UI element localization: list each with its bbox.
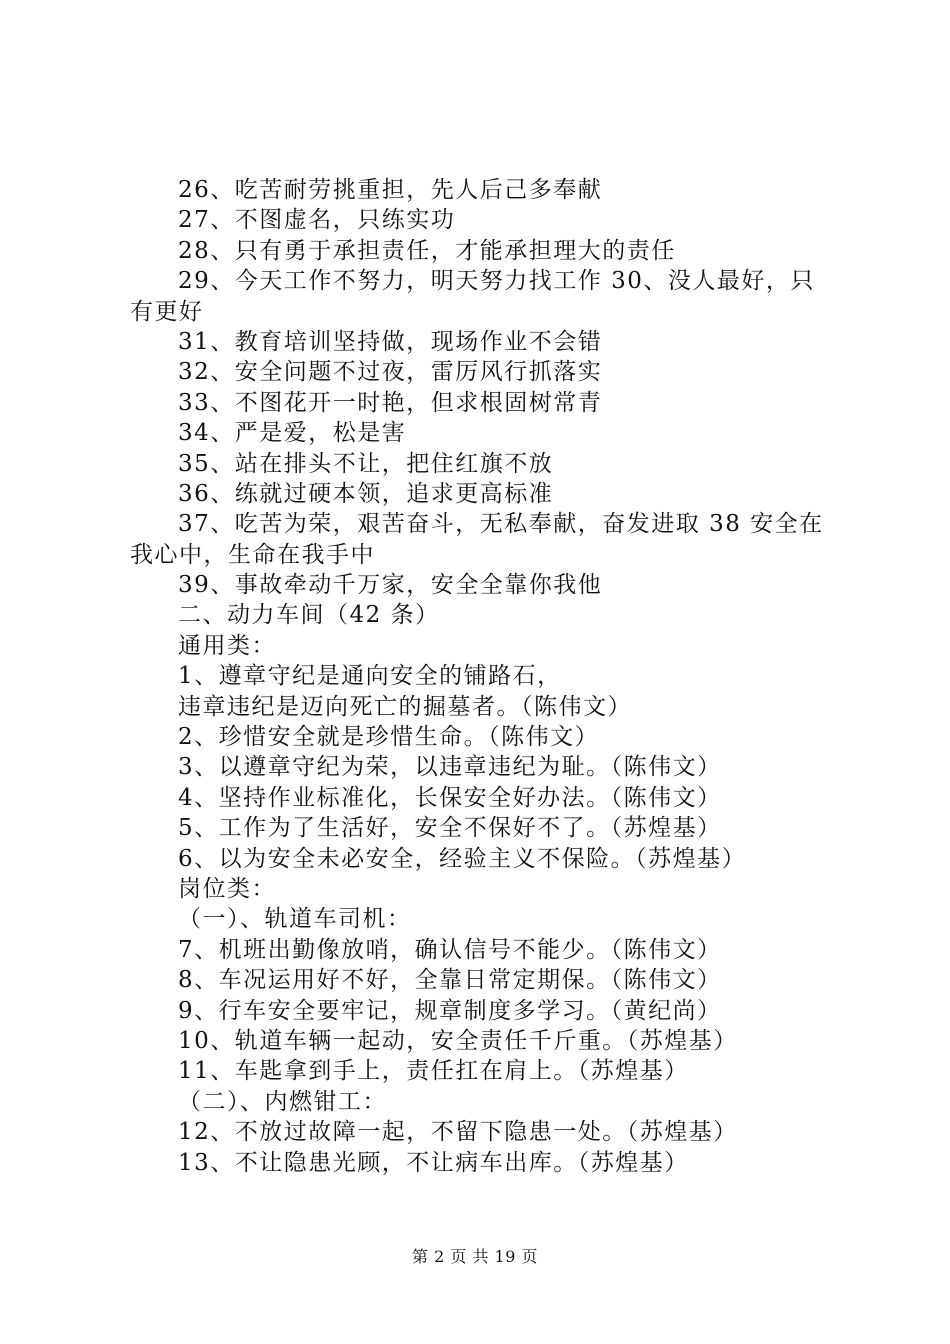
- text-line: 37、吃苦为荣，艰苦奋斗，无私奉献，奋发进取 38 安全在: [178, 511, 824, 538]
- text-line: （二）、内燃钳工：: [178, 1088, 387, 1115]
- text-line: 36、练就过硬本领，追求更高标准: [178, 480, 554, 507]
- text-line: （一）、轨道车司机：: [178, 906, 412, 933]
- text-line: 12、不放过故障一起，不留下隐患一处。（苏煌基）: [178, 1119, 738, 1146]
- text-line: 11、车匙拿到手上，责任扛在肩上。（苏煌基）: [178, 1058, 689, 1085]
- page-number-label: 第 2 页 共 19 页: [412, 1247, 538, 1266]
- text-line: 29、今天工作不努力，明天努力找工作 30、没人最好，只: [178, 268, 815, 295]
- text-line: 28、只有勇于承担责任，才能承担理大的责任: [178, 237, 676, 264]
- text-line: 2、珍惜安全就是珍惜生命。（陈伟文）: [178, 724, 600, 751]
- text-line: 32、安全问题不过夜，雷厉风行抓落实: [178, 359, 603, 386]
- text-line: 7、机班出勤像放哨，确认信号不能少。（陈伟文）: [178, 936, 722, 963]
- text-line: 10、轨道车辆一起动，安全责任千斤重。（苏煌基）: [178, 1027, 738, 1054]
- text-line: 8、车况运用好不好，全靠日常定期保。（陈伟文）: [178, 967, 722, 994]
- text-line: 3、以遵章守纪为荣，以违章违纪为耻。（陈伟文）: [178, 754, 722, 781]
- page-footer: [0, 1244, 950, 1267]
- text-line: 有更好: [130, 298, 204, 325]
- text-line: 31、教育培训坚持做，现场作业不会错: [178, 328, 603, 355]
- text-line: 我心中，生命在我手中: [130, 541, 375, 568]
- text-line: 34、严是爱，松是害: [178, 420, 407, 447]
- text-line: 27、不图虚名，只练实功: [178, 207, 456, 234]
- text-line: 6、以为安全未必安全，经验主义不保险。（苏煌基）: [178, 845, 747, 872]
- text-line: 33、不图花开一时艳，但求根固树常青: [178, 389, 603, 416]
- text-line: 4、坚持作业标准化，长保安全好办法。（陈伟文）: [178, 784, 722, 811]
- text-line: 5、工作为了生活好，安全不保好不了。（苏煌基）: [178, 815, 722, 842]
- text-line: 二、动力车间（42 条）: [178, 602, 440, 629]
- text-line: 39、事故牵动千万家，安全全靠你我他: [178, 572, 603, 599]
- text-line: 13、不让隐患光顾，不让病车出库。（苏煌基）: [178, 1149, 689, 1176]
- text-line: 岗位类：: [178, 875, 276, 902]
- text-line: 35、站在排头不让，把住红旗不放: [178, 450, 554, 477]
- document-body: [130, 175, 835, 1178]
- text-line: 1、遵章守纪是通向安全的铺路石，: [178, 663, 562, 690]
- text-line: 26、吃苦耐劳挑重担，先人后己多奉献: [178, 177, 603, 203]
- text-line: 违章违纪是迈向死亡的掘墓者。（陈伟文）: [178, 693, 632, 720]
- text-line: 9、行车安全要牢记，规章制度多学习。（黄纪尚）: [178, 997, 722, 1024]
- text-line: 通用类：: [178, 632, 276, 659]
